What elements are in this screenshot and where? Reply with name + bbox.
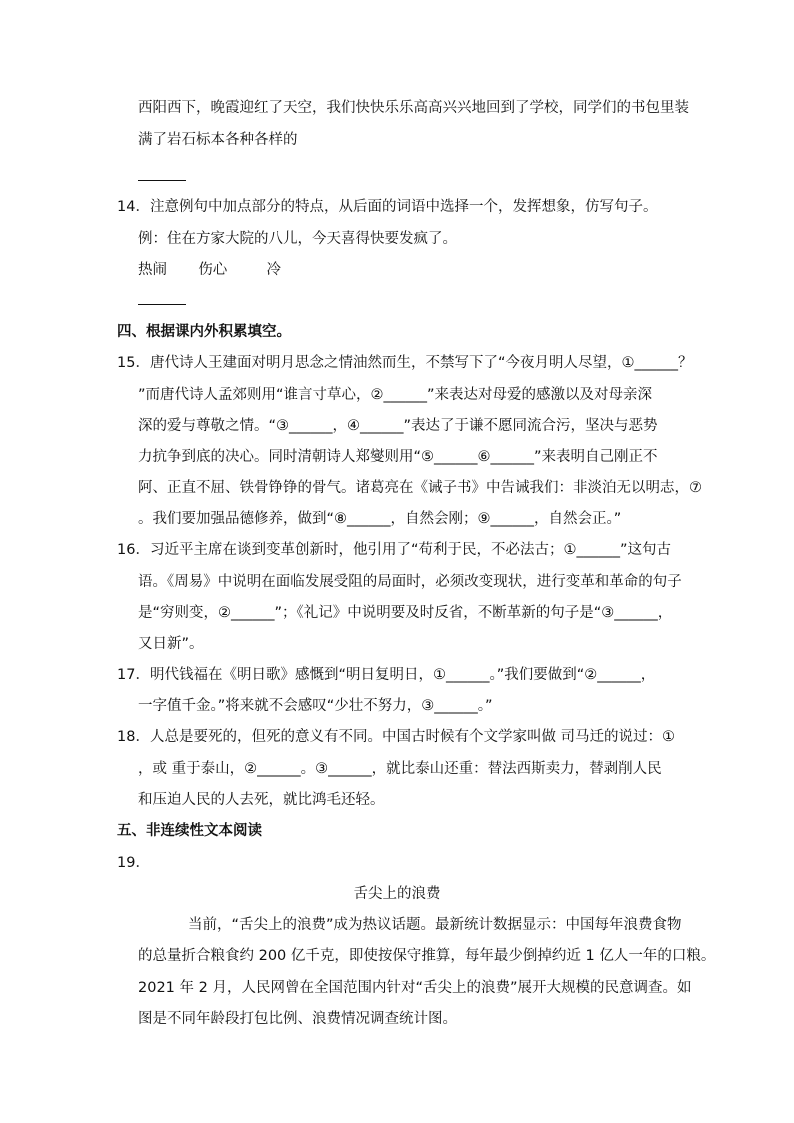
q19-number: 19． xyxy=(117,855,150,871)
article-title: 舌尖上的浪费 xyxy=(353,886,441,902)
q14-prompt xyxy=(117,197,657,217)
article-paragraph-line-2: 的总量折合粮食约 200 亿千克，即使按保守推算，每年最少倒掉约近 1 亿人一年的口粮。 xyxy=(138,948,716,964)
section-5-heading: 五、非连续性文本阅读 xyxy=(117,823,262,839)
article-paragraph-line-4: 图是不同年龄段打包比例、浪费情况调查统计图。 xyxy=(138,1011,457,1027)
q13-text-line-2: 满了岩石标本各种各样的 xyxy=(138,132,298,148)
q15-line-3: 深的爱与尊敬之情。“③______，④______”表达了于谦不愿同流合污，坚决与恶势 xyxy=(138,418,658,434)
q18-line-2: ，或 重于泰山，②______。③______，就比泰山还重：替法西斯卖力，替剥削人民 xyxy=(138,761,662,777)
q14-prompt-text: 注意例句中加点部分的特点，从后面的词语中选择一个，发挥想象，仿写句子。 xyxy=(149,199,658,215)
q14-word-3: 冷 xyxy=(266,262,281,278)
q15-line-6: 。我们要加强品德修养，做到“⑧______，自然会刚；⑨______，自然会正。” xyxy=(138,511,622,527)
q16-line-1: 16．习近平主席在谈到变革创新时，他引用了“苟利于民，不必法古；①______”这句古 xyxy=(117,542,671,558)
q18-line-3: 和压迫人民的人去死，就比鸿毛还轻。 xyxy=(138,792,385,808)
q14-word-2: 伤心 xyxy=(198,262,228,278)
q14-answer-blank[interactable] xyxy=(138,304,186,305)
q14-example: 例：住在方家大院的八儿，今天喜得快要发疯了。 xyxy=(138,231,457,247)
q18-line-1: 18．人总是要死的，但死的意义有不同。中国古时候有个文学家叫做 司马迁的说过：① xyxy=(117,729,676,745)
article-paragraph-line-3: 2021 年 2 月，人民网曾在全国范围内针对“舌尖上的浪费”展开大规模的民意调查。如 xyxy=(138,980,692,996)
q13-text-line-1: 西阳西下，晚霞迎红了天空，我们快快乐乐高高兴兴地回到了学校，同学们的书包里装 xyxy=(138,100,689,116)
q14-word-1: 热闹 xyxy=(138,262,167,278)
q17-line-1: 17．明代钱福在《明日歌》感慨到“明日复明日，①______。”我们要做到“②______， xyxy=(117,667,656,683)
q16-line-4: 又日新”。 xyxy=(138,636,204,652)
q13-answer-blank[interactable] xyxy=(138,180,186,181)
q15-line-1: 15．唐代诗人王建面对明月思念之情油然而生，不禁写下了“今夜月明人尽望，①______？ xyxy=(117,355,693,371)
q17-line-2: 一字值千金。”将来就不会感叹“少壮不努力，③______。” xyxy=(138,698,493,714)
q14-number: 14． xyxy=(117,199,150,215)
section-4-heading: 四、根据课内外积累填空。 xyxy=(117,324,291,340)
q15-line-2: ”而唐代诗人孟郊则用“谁言寸草心，②______”来表达对母爱的感激以及对母亲深 xyxy=(138,387,653,403)
q15-line-4: 力抗争到底的决心。同时清朝诗人郑燮则用“⑤______⑥______”来表明自己刚正不 xyxy=(138,449,658,465)
q16-line-3: 是“穷则变，②______”；《礼记》中说明要及时反省，不断革新的句子是“③______， xyxy=(138,605,673,621)
article-paragraph-line-1: 当前，“舌尖上的浪费”成为热议话题。最新统计数据显示：中国每年浪费食物 xyxy=(188,917,682,933)
q15-line-5: 阿、正直不屈、铁骨铮铮的骨气。诸葛亮在《诫子书》中告诫我们：非淡泊无以明志，⑦ xyxy=(138,480,702,496)
q14-word-options xyxy=(138,260,281,280)
q16-line-2: 语。《周易》中说明在面临发展受阻的局面时，必须改变现状，进行变革和革命的句子 xyxy=(138,574,682,590)
